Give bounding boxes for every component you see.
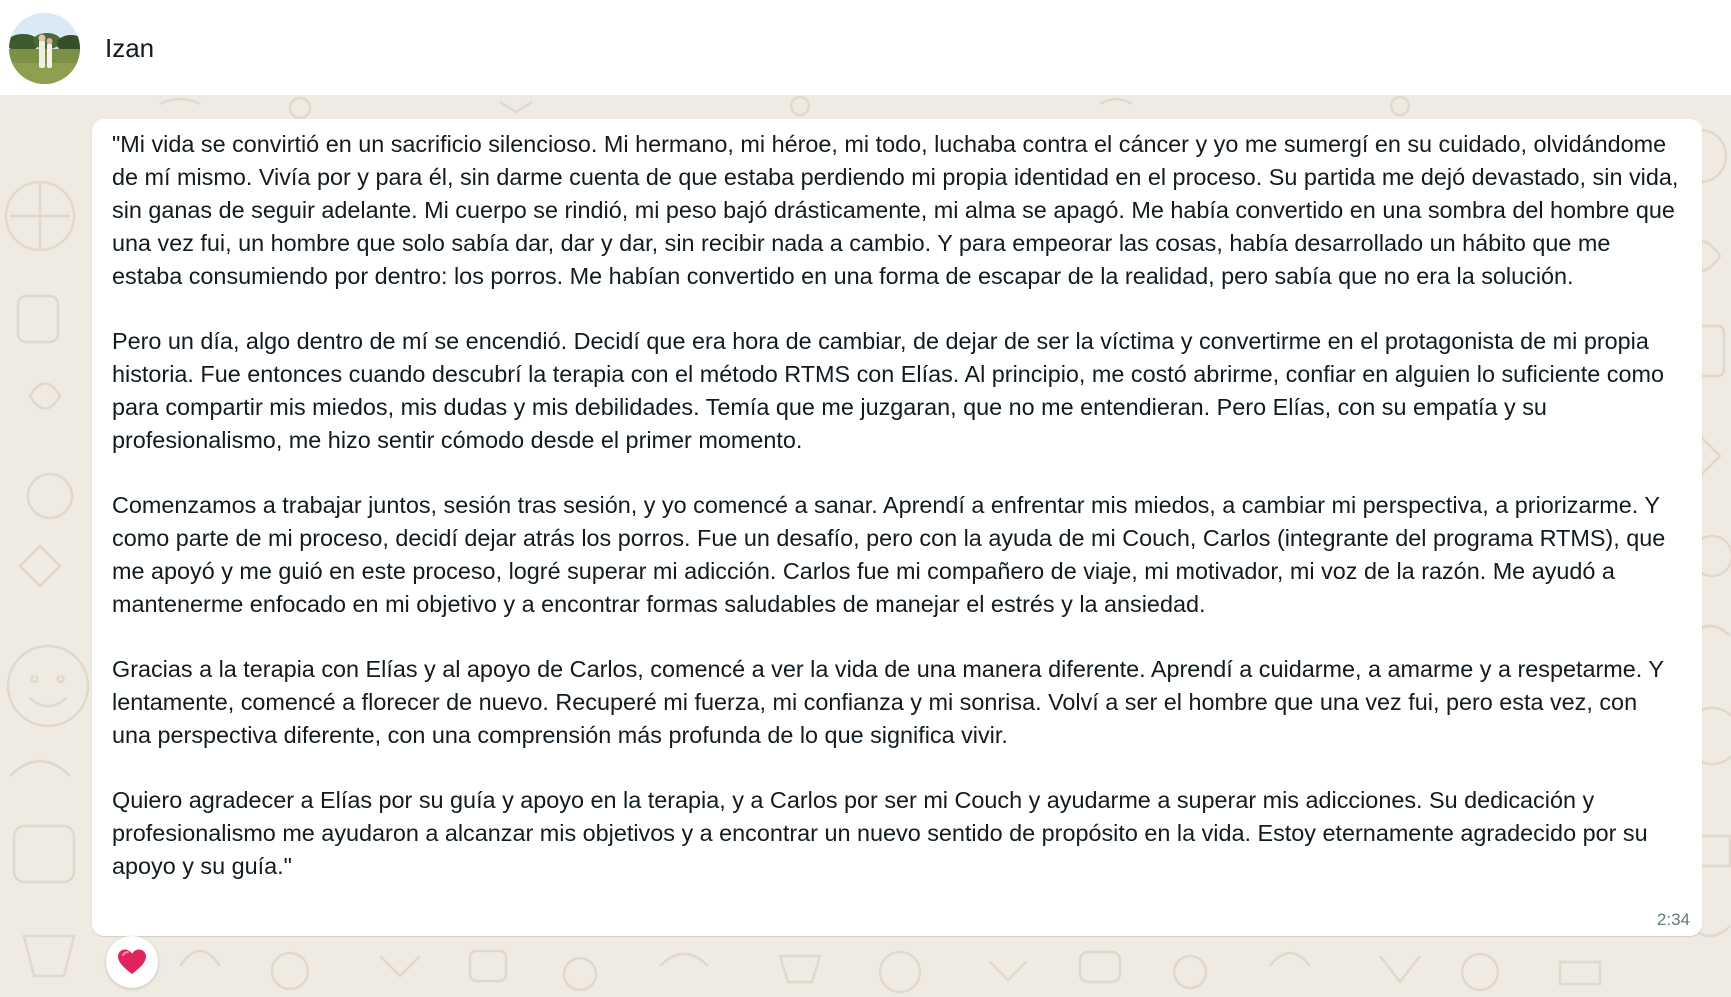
message-paragraph: Comenzamos a trabajar juntos, sesión tras sesión, y yo comencé a sanar. Aprendí a enfrentar mis miedos, a cambiar mi perspectiva, a priorizarme. Y como parte de mi proceso, decidí dejar atrás los porros. Fue un desafío, pero con la ayuda de mi Couch, Carlos (integrante del programa RTMS), que me apoyó y me guió en este proceso, logré superar mi adicción. Carlos fue mi compañero de viaje, mi motivador, mi voz de la razón. Me ayudó a mantenerme enfocado en mi objetivo y a encontrar formas saludables de manejar el estrés y la ansiedad. bbox=[112, 492, 1666, 617]
contact-avatar[interactable] bbox=[9, 13, 80, 84]
red-heart-icon bbox=[117, 948, 147, 976]
chat-header[interactable] bbox=[0, 0, 1731, 96]
message-paragraph: Gracias a la terapia con Elías y al apoyo de Carlos, comencé a ver la vida de una manera diferente. Aprendí a cuidarme, a amarme y a respetarme. Y lentamente, comencé a florecer de nuevo. Recuperé mi fuerza, mi confianza y mi sonrisa. Volví a ser el hombre que una vez fui, pero esta vez, con una perspectiva diferente, con una comprensión más profunda de lo que significa vivir. bbox=[112, 656, 1664, 748]
profile-photo-icon bbox=[9, 13, 80, 84]
message-paragraph: Quiero agradecer a Elías por su guía y apoyo en la terapia, y a Carlos por ser mi Couch y ayudarme a superar mis adicciones. Su dedicación y profesionalismo me ayudaron a alcanzar mis objetivos y a encontrar un nuevo sentido de propósito en la vida. Estoy eternamente agradecido por su apoyo y su guía." bbox=[112, 787, 1648, 879]
contact-name[interactable]: Izan bbox=[105, 33, 155, 63]
message-reaction[interactable] bbox=[106, 936, 158, 988]
message-bubble[interactable] bbox=[92, 119, 1702, 936]
chat-area bbox=[0, 96, 1731, 997]
message-timestamp: 2:34 bbox=[1656, 910, 1690, 929]
message-paragraph: "Mi vida se convirtió en un sacrificio silencioso. Mi hermano, mi héroe, mi todo, luchaba contra el cáncer y yo me sumergí en su cuidado, olvidándome de mí mismo. Vivía por y para él, sin darme cuenta de que estaba perdiendo mi propia identidad en el proceso. Su partida me dejó devastado, sin vida, sin ganas de seguir adelante. Mi cuerpo se rindió, mi peso bajó drásticamente, mi alma se apagó. Me había convertido en una sombra del hombre que una vez fui, un hombre que solo sabía dar, dar y dar, sin recibir nada a cambio. Y para empeorar las cosas, había desarrollado un hábito que me estaba consumiendo por dentro: los porros. Me habían convertido en una forma de escapar de la realidad, pero sabía que no era la solución. bbox=[112, 131, 1679, 289]
message-paragraph: Pero un día, algo dentro de mí se encendió. Decidí que era hora de cambiar, de dejar de ser la víctima y convertirme en el protagonista de mi propia historia. Fue entonces cuando descubrí la terapia con el método RTMS con Elías. Al principio, me costó abrirme, confiar en alguien lo suficiente como para compartir mis miedos, mis dudas y mis debilidades. Temía que me juzgaran, que no me entendieran. Pero Elías, con su empatía y su profesionalismo, me hizo sentir cómodo desde el primer momento. bbox=[112, 328, 1664, 453]
